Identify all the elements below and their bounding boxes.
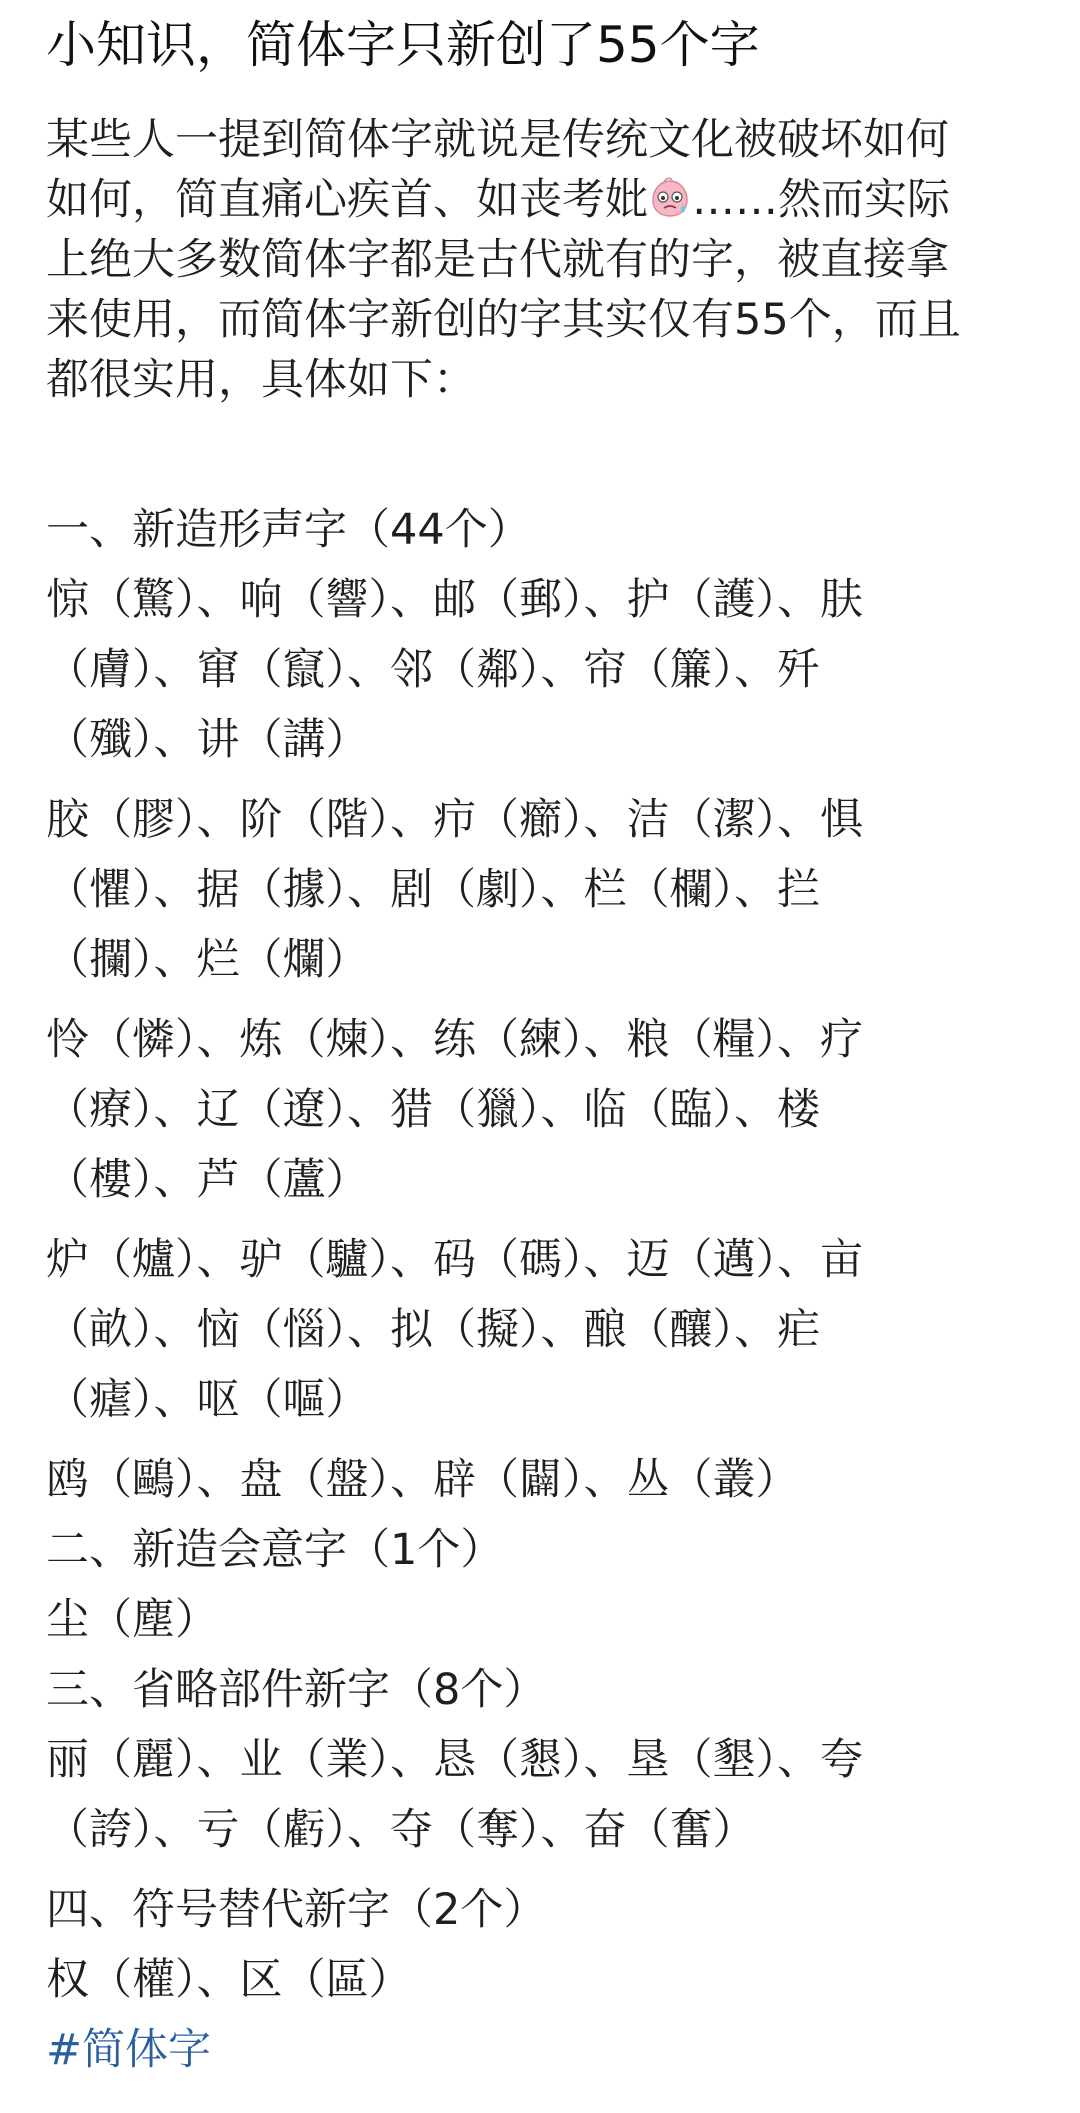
section-1-line: （畝）、恼（惱）、拟（擬）、酿（釀）、疟 bbox=[46, 1305, 820, 1355]
section-4-heading: 四、符号替代新字（2个） bbox=[46, 1885, 547, 1935]
section-1-line: 炉（爐）、驴（驢）、码（碼）、迈（邁）、亩 bbox=[46, 1235, 863, 1285]
section-1-line: （瘧）、呕（嘔） bbox=[46, 1375, 369, 1425]
section-1-line: （攔）、烂（爛） bbox=[46, 935, 369, 985]
intro-line-1: 某些人一提到简体字就说是传统文化被破坏如何 bbox=[46, 115, 949, 165]
intro-line-2-start: 如何，简直痛心疾首、如丧考妣 bbox=[46, 175, 648, 225]
section-1-line: （膚）、窜（竄）、邻（鄰）、帘（簾）、歼 bbox=[46, 645, 820, 695]
section-3-heading: 三、省略部件新字（8个） bbox=[46, 1665, 547, 1715]
section-2-line: 尘（塵） bbox=[46, 1595, 218, 1645]
section-1-line: （療）、辽（遼）、猎（獵）、临（臨）、楼 bbox=[46, 1085, 820, 1135]
section-1-heading: 一、新造形声字（44个） bbox=[46, 505, 531, 555]
section-4-line: 权（權）、区（區） bbox=[46, 1955, 412, 2005]
section-1-line: （殲）、讲（講） bbox=[46, 715, 369, 765]
intro-line-5: 都很实用，具体如下： bbox=[46, 355, 476, 405]
section-2-heading: 二、新造会意字（1个） bbox=[46, 1525, 504, 1575]
sweating-face-icon bbox=[648, 176, 692, 220]
hashtag-link[interactable]: #简体字 bbox=[46, 2025, 212, 2075]
post-title: 小知识，简体字只新创了55个字 bbox=[46, 16, 760, 74]
section-1-line: 怜（憐）、炼（煉）、练（練）、粮（糧）、疗 bbox=[46, 1015, 863, 1065]
section-1-line: （懼）、据（據）、剧（劇）、栏（欄）、拦 bbox=[46, 865, 820, 915]
section-3-line: 丽（麗）、业（業）、恳（懇）、垦（墾）、夸 bbox=[46, 1735, 863, 1785]
intro-line-3: 上绝大多数简体字都是古代就有的字，被直接拿 bbox=[46, 235, 949, 285]
section-3-line: （誇）、亏（虧）、夺（奪）、奋（奮） bbox=[46, 1805, 756, 1855]
intro-line-4: 来使用，而简体字新创的字其实仅有55个，而且 bbox=[46, 295, 961, 345]
section-1-line: 胶（膠）、阶（階）、疖（癤）、洁（潔）、惧 bbox=[46, 795, 863, 845]
section-1-line: 惊（驚）、响（響）、邮（郵）、护（護）、肤 bbox=[46, 575, 863, 625]
intro-line-2 bbox=[46, 170, 950, 230]
intro-line-2-end: ……然而实际 bbox=[692, 175, 950, 225]
section-1-line: 鸥（鷗）、盘（盤）、辟（闢）、丛（叢） bbox=[46, 1455, 799, 1505]
section-1-line: （樓）、芦（蘆） bbox=[46, 1155, 369, 1205]
